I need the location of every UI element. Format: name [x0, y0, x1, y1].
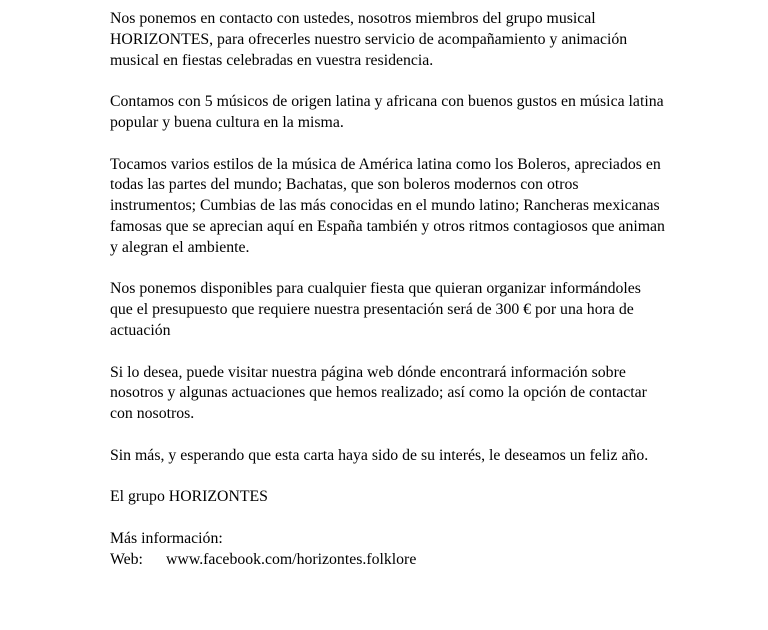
paragraph-pricing: Nos ponemos disponibles para cualquier fiesta que quieran organizar informándoles que el presupuesto que requiere nuestra presentación será de 300 € por una hora de actuación — [110, 280, 641, 339]
web-label: Web: — [110, 550, 143, 568]
letter-body — [110, 9, 666, 571]
signature: El grupo HORIZONTES — [110, 488, 268, 506]
web-line — [110, 550, 666, 571]
paragraph-music-styles: Tocamos varios estilos de la música de América latina como los Boleros, apreciados en todas las partes del mundo; Bachatas, que son boleros modernos con otros instrumentos; Cumbias de las más conocidas en el mundo latino; Rancheras mexicanas famosas que se aprecian aquí en España también y otros ritmos contagiosos que animan y alegran el ambiente. — [110, 155, 665, 256]
paragraph-introduction: Nos ponemos en contacto con ustedes, nosotros miembros del grupo musical HORIZONTES, para ofrecerles nuestro servicio de acompañamiento y animación musical en fiestas celebradas en vuestra residencia. — [110, 10, 628, 69]
paragraph-musicians: Contamos con 5 músicos de origen latina y africana con buenos gustos en música latina popular y buena cultura en la misma. — [110, 93, 664, 131]
more-info-heading: Más información: — [110, 529, 223, 547]
paragraph-website: Si lo desea, puede visitar nuestra página web dónde encontrará información sobre nosotros y algunas actuaciones que hemos realizado; así como la opción de contactar con nosotros. — [110, 363, 647, 423]
paragraph-closing: Sin más, y esperando que esta carta haya sido de su interés, le deseamos un feliz año. — [110, 446, 649, 464]
web-url-link[interactable]: www.facebook.com/horizontes.folklore — [166, 550, 417, 568]
